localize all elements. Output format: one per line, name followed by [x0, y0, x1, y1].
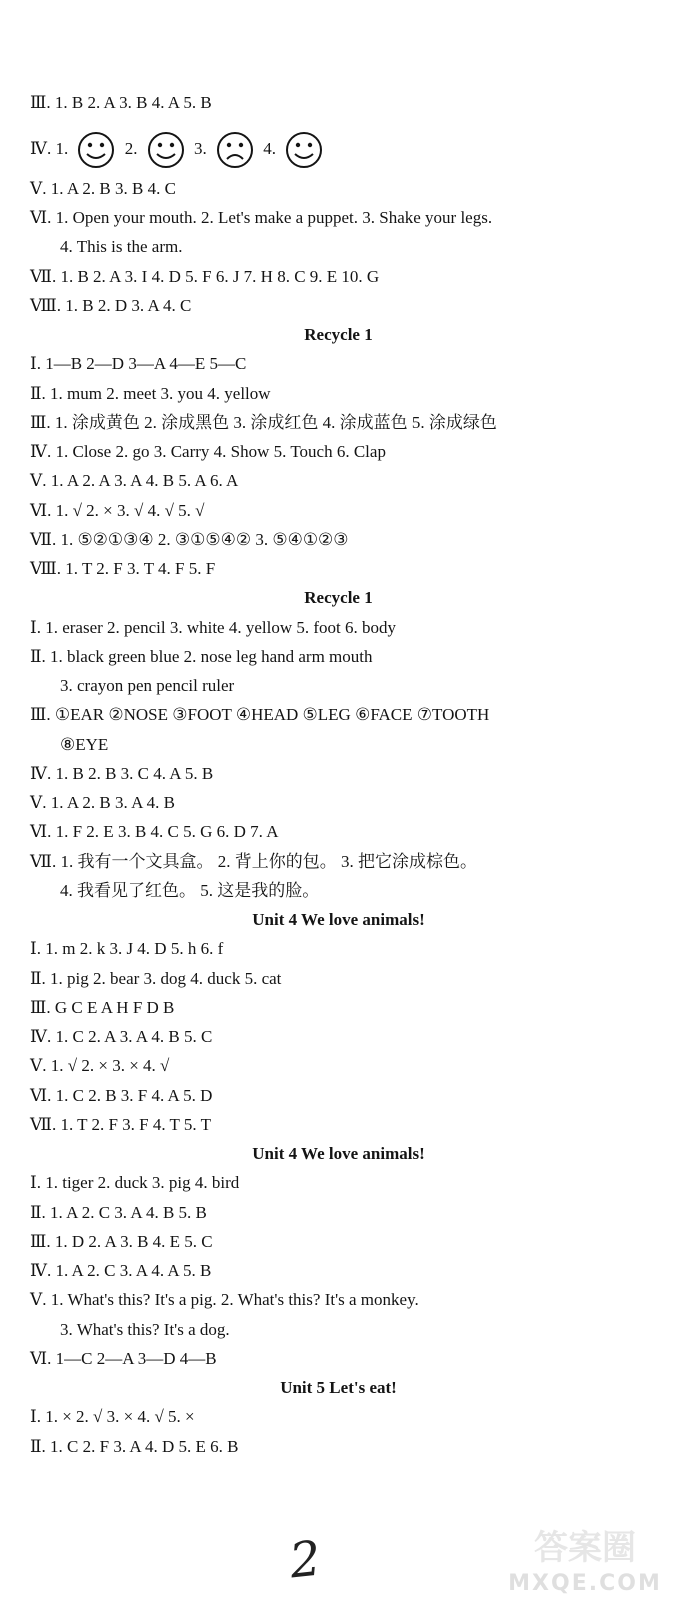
answer-line: Ⅱ. 1. A 2. C 3. A 4. B 5. B — [30, 1203, 207, 1222]
answer-line: 4. 我看见了红色。 5. 这是我的脸。 — [60, 881, 320, 900]
face-line-number: 4. — [263, 139, 276, 158]
face-line-number: 3. — [193, 139, 207, 158]
answer-line: Ⅵ. 1. Open your mouth. 2. Let's make a puppet. 3. Shake your legs. — [30, 208, 493, 227]
answer-line: Ⅰ. 1. m 2. k 3. J 4. D 5. h 6. f — [30, 939, 224, 958]
watermark-glyphs: 答案圈 — [534, 1528, 636, 1568]
answer-line: Ⅴ. 1. A 2. B 3. B 4. C — [30, 179, 176, 198]
answer-line: Ⅲ. G C E A H F D B — [30, 998, 175, 1017]
answer-line: ⑧EYE — [60, 735, 109, 754]
sad-face-icon — [215, 130, 255, 170]
answer-line: Ⅲ. ①EAR ②NOSE ③FOOT ④HEAD ⑤LEG ⑥FACE ⑦TOOTH — [30, 705, 490, 724]
answer-line: Ⅲ. 1. D 2. A 3. B 4. E 5. C — [30, 1232, 213, 1251]
face-line-lead: Ⅳ. 1. — [30, 139, 69, 158]
answer-line: Ⅴ. 1. What's this? It's a pig. 2. What's this? It's a monkey. — [30, 1290, 419, 1309]
answer-line: Ⅰ. 1—B 2—D 3—A 4—E 5—C — [30, 354, 247, 373]
answer-line: Ⅴ. 1. √ 2. × 3. × 4. √ — [30, 1056, 170, 1075]
answer-line: Ⅰ. 1. tiger 2. duck 3. pig 4. bird — [30, 1173, 240, 1192]
answer-line: Ⅰ. 1. eraser 2. pencil 3. white 4. yellow 5. foot 6. body — [30, 618, 396, 637]
watermark-text: MXQE.COM — [508, 1571, 662, 1596]
section-heading: Unit 4 We love animals! — [252, 910, 425, 929]
answer-line: Ⅷ. 1. B 2. D 3. A 4. C — [30, 296, 192, 315]
answer-line: Ⅳ. 1. B 2. B 3. C 4. A 5. B — [30, 764, 214, 783]
answer-line: Ⅲ. 1. 涂成黄色 2. 涂成黑色 3. 涂成红色 4. 涂成蓝色 5. 涂成绿色 — [30, 413, 497, 432]
answer-line: Ⅳ. 1. C 2. A 3. A 4. B 5. C — [30, 1027, 213, 1046]
section-heading: Unit 5 Let's eat! — [280, 1378, 397, 1397]
answer-line: Ⅵ. 1—C 2—A 3—D 4—B — [30, 1349, 217, 1368]
smiling-face-icon — [76, 130, 116, 170]
answer-line: Ⅳ. 1. Close 2. go 3. Carry 4. Show 5. Touch 6. Clap — [30, 442, 386, 461]
face-line-number: 2. — [124, 139, 138, 158]
answer-line: Ⅶ. 1. T 2. F 3. F 4. T 5. T — [30, 1115, 211, 1134]
answer-line: Ⅴ. 1. A 2. B 3. A 4. B — [30, 793, 176, 812]
answer-line: Ⅱ. 1. pig 2. bear 3. dog 4. duck 5. cat — [30, 969, 282, 988]
answer-line: Ⅱ. 1. black green blue 2. nose leg hand arm mouth — [30, 647, 373, 666]
answer-line: Ⅰ. 1. × 2. √ 3. × 4. √ 5. × — [30, 1407, 195, 1426]
answer-line: Ⅱ. 1. C 2. F 3. A 4. D 5. E 6. B — [30, 1437, 239, 1456]
face-answer-line — [30, 128, 660, 170]
answer-line: Ⅴ. 1. A 2. A 3. A 4. B 5. A 6. A — [30, 471, 239, 490]
answer-line: Ⅶ. 1. ⑤②①③④ 2. ③①⑤④② 3. ⑤④①②③ — [30, 530, 349, 549]
page-number: 2 — [287, 1530, 324, 1590]
answer-line: Ⅶ. 1. 我有一个文具盒。 2. 背上你的包。 3. 把它涂成棕色。 — [30, 852, 477, 871]
section-heading: Recycle 1 — [304, 325, 373, 344]
answer-line: Ⅲ. 1. B 2. A 3. B 4. A 5. B — [30, 93, 212, 112]
answer-line: Ⅷ. 1. T 2. F 3. T 4. F 5. F — [30, 559, 216, 578]
section-heading: Recycle 1 — [304, 588, 373, 607]
answer-line: Ⅳ. 1. A 2. C 3. A 4. A 5. B — [30, 1261, 212, 1280]
watermark-logo — [500, 1520, 670, 1596]
answer-line: 4. This is the arm. — [60, 237, 183, 256]
smiling-face-icon — [146, 130, 186, 170]
answer-line: Ⅵ. 1. √ 2. × 3. √ 4. √ 5. √ — [30, 501, 205, 520]
answer-line: Ⅱ. 1. mum 2. meet 3. you 4. yellow — [30, 384, 271, 403]
answer-line: 3. crayon pen pencil ruler — [60, 676, 235, 695]
answer-line: Ⅵ. 1. F 2. E 3. B 4. C 5. G 6. D 7. A — [30, 822, 279, 841]
smiling-face-icon — [284, 130, 324, 170]
answer-line: Ⅶ. 1. B 2. A 3. I 4. D 5. F 6. J 7. H 8. C 9. E 10. G — [30, 267, 380, 286]
section-heading: Unit 4 We love animals! — [252, 1144, 425, 1163]
answer-line: 3. What's this? It's a dog. — [60, 1320, 230, 1339]
answer-line: Ⅵ. 1. C 2. B 3. F 4. A 5. D — [30, 1086, 213, 1105]
